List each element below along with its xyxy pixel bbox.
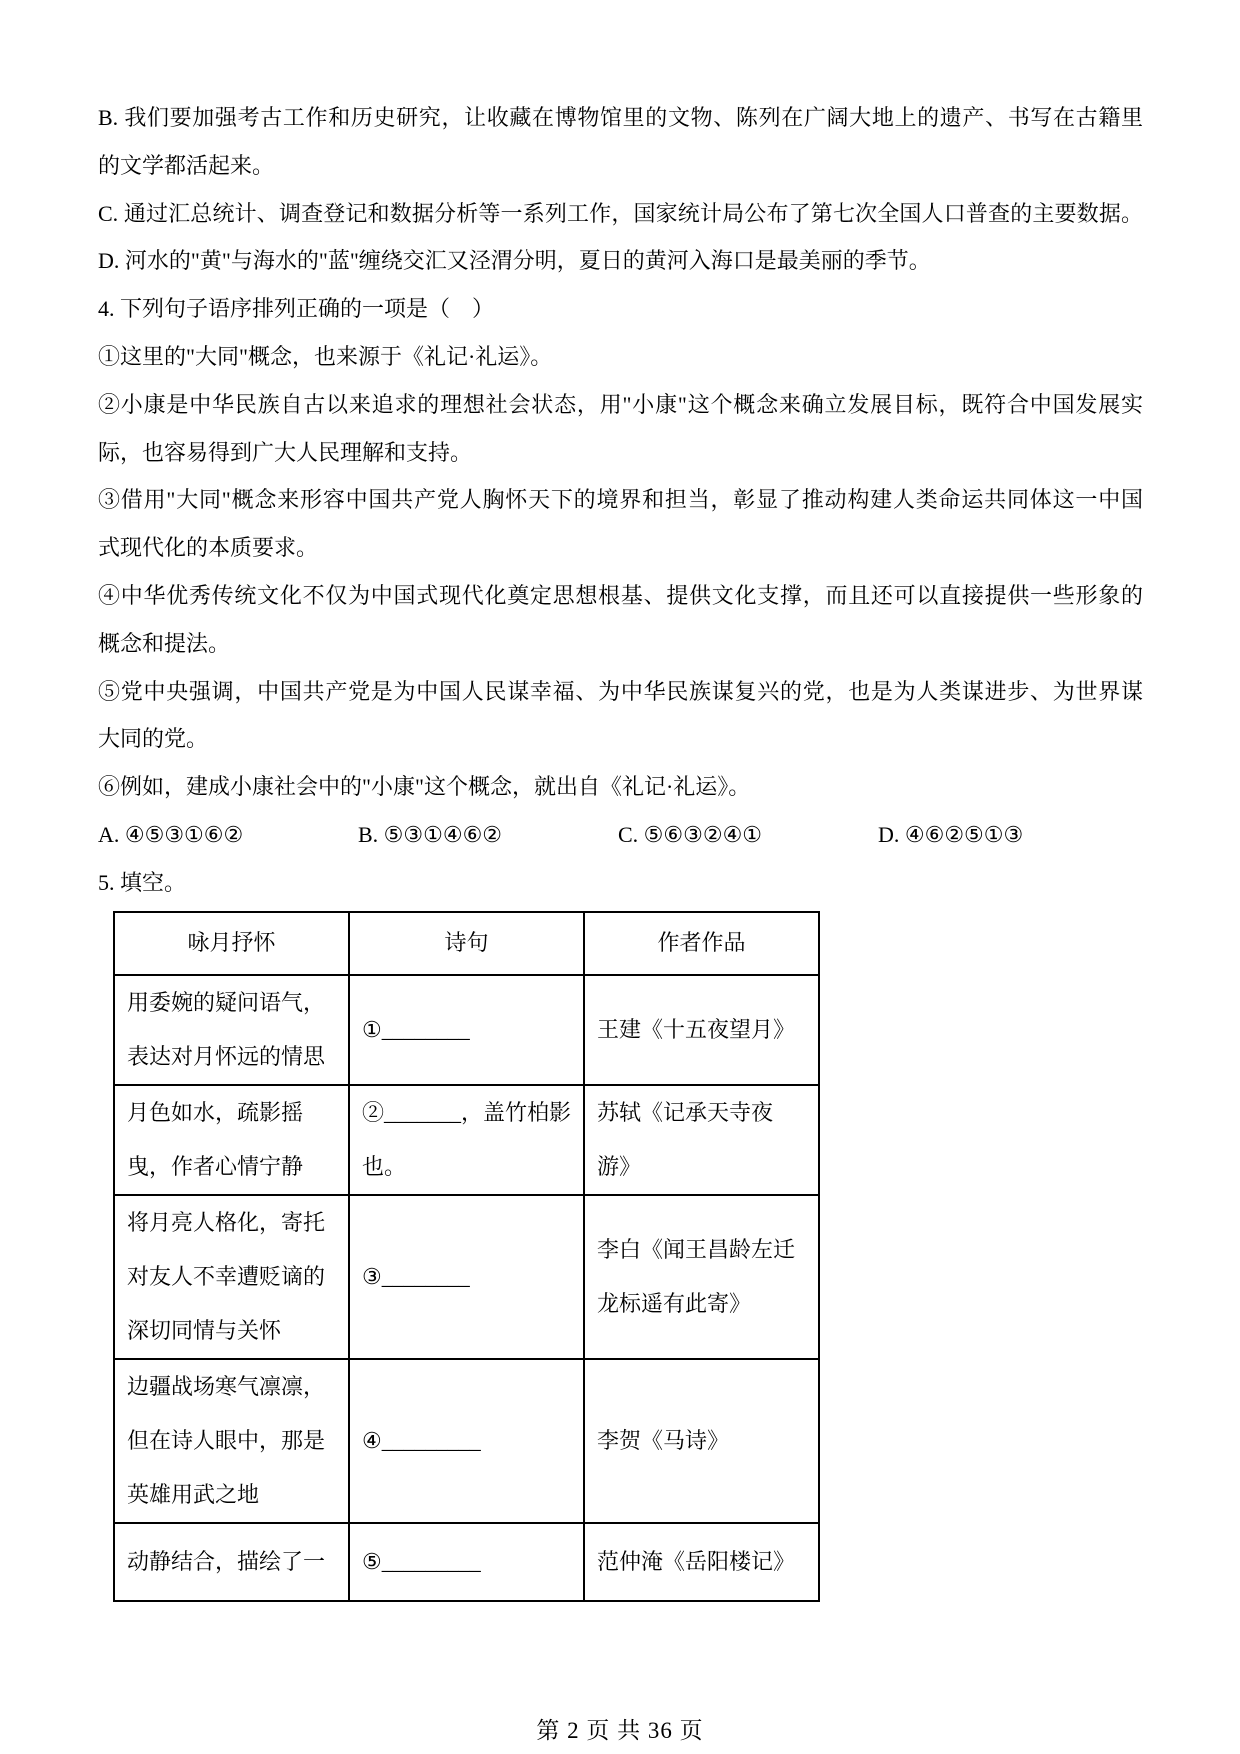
question-4-stem: 4. 下列句子语序排列正确的一项是（ ） — [98, 296, 495, 322]
choice-c: C. ⑤⑥③②④① — [618, 821, 763, 847]
choice-b: B. ⑤③①④⑥② — [358, 821, 503, 847]
table-row — [114, 1523, 819, 1601]
sentence-1: ①这里的"大同"概念，也来源于《礼记·礼运》。 — [98, 343, 553, 369]
source-cell: 李贺《马诗》 — [584, 1359, 819, 1523]
sentence-2-line-2: 际，也容易得到广大人民理解和支持。 — [98, 439, 473, 465]
fill-in-table — [113, 911, 820, 1602]
theme-cell: 动静结合，描绘了一 — [114, 1523, 349, 1601]
choice-d: D. ④⑥②⑤①③ — [878, 821, 1024, 847]
sentence-4-line-1: ④中华优秀传统文化不仅为中国式现代化奠定思想根基、提供文化支撑，而且还可以直接提供一些形象的 — [98, 582, 1143, 608]
theme-cell: 月色如水，疏影摇曳，作者心情宁静 — [114, 1085, 349, 1195]
verse-blank-cell: ③________ — [349, 1195, 584, 1359]
table-header-row — [114, 912, 819, 975]
sentence-3-line-2: 式现代化的本质要求。 — [98, 535, 319, 561]
option-b-line-1: B. 我们要加强考古工作和历史研究，让收藏在博物馆里的文物、陈列在广阔大地上的遗产、书写在古籍里 — [98, 105, 1143, 130]
source-cell: 范仲淹《岳阳楼记》 — [584, 1523, 819, 1601]
source-cell: 李白《闻王昌龄左迁龙标遥有此寄》 — [584, 1195, 819, 1359]
sentence-2-line-1: ②小康是中华民族自古以来追求的理想社会状态，用"小康"这个概念来确立发展目标，既符合中国发展实 — [98, 391, 1143, 417]
option-d-line: D. 河水的"黄"与海水的"蓝"缠绕交汇又泾渭分明，夏日的黄河入海口是最美丽的季节。 — [98, 248, 931, 274]
verse-blank-cell: ①________ — [349, 975, 584, 1085]
sentence-5-line-1: ⑤党中央强调，中国共产党是为中国人民谋幸福、为中华民族谋复兴的党，也是为人类谋进步、为世界谋 — [98, 678, 1143, 704]
source-cell: 王建《十五夜望月》 — [584, 975, 819, 1085]
sentence-5-line-2: 大同的党。 — [98, 726, 209, 752]
sentence-6: ⑥例如，建成小康社会中的"小康"这个概念，就出自《礼记·礼运》。 — [98, 774, 751, 800]
table-row — [114, 1195, 819, 1359]
choice-a: A. ④⑤③①⑥② — [98, 821, 244, 847]
header-source: 作者作品 — [584, 912, 819, 975]
option-b-line-2: 的文学都活起来。 — [98, 152, 275, 178]
verse-blank-cell: ②_______，盖竹柏影也。 — [349, 1085, 584, 1195]
page-number: 第 2 页 共 36 页 — [536, 1718, 704, 1743]
theme-cell: 边疆战场寒气凛凛，但在诗人眼中，那是英雄用武之地 — [114, 1359, 349, 1523]
theme-cell: 用委婉的疑问语气，表达对月怀远的情思 — [114, 975, 349, 1085]
sentence-4-line-2: 概念和提法。 — [98, 630, 231, 656]
exam-body — [98, 94, 1143, 1602]
theme-cell: 将月亮人格化，寄托对友人不幸遭贬谪的深切同情与关怀 — [114, 1195, 349, 1359]
question-4-choices — [98, 811, 1143, 859]
header-theme: 咏月抒怀 — [114, 912, 349, 975]
question-5-stem: 5. 填空。 — [98, 869, 187, 895]
option-c-line: C. 通过汇总统计、调查登记和数据分析等一系列工作，国家统计局公布了第七次全国人口普查的主要数据。 — [98, 200, 1143, 226]
verse-blank-cell: ④_________ — [349, 1359, 584, 1523]
table-row — [114, 1359, 819, 1523]
verse-blank-cell: ⑤_________ — [349, 1523, 584, 1601]
table-row — [114, 975, 819, 1085]
header-verse: 诗句 — [349, 912, 584, 975]
table-row — [114, 1085, 819, 1195]
sentence-3-line-1: ③借用"大同"概念来形容中国共产党人胸怀天下的境界和担当，彰显了推动构建人类命运共同体这一中国 — [98, 487, 1143, 513]
source-cell: 苏轼《记承天寺夜游》 — [584, 1085, 819, 1195]
